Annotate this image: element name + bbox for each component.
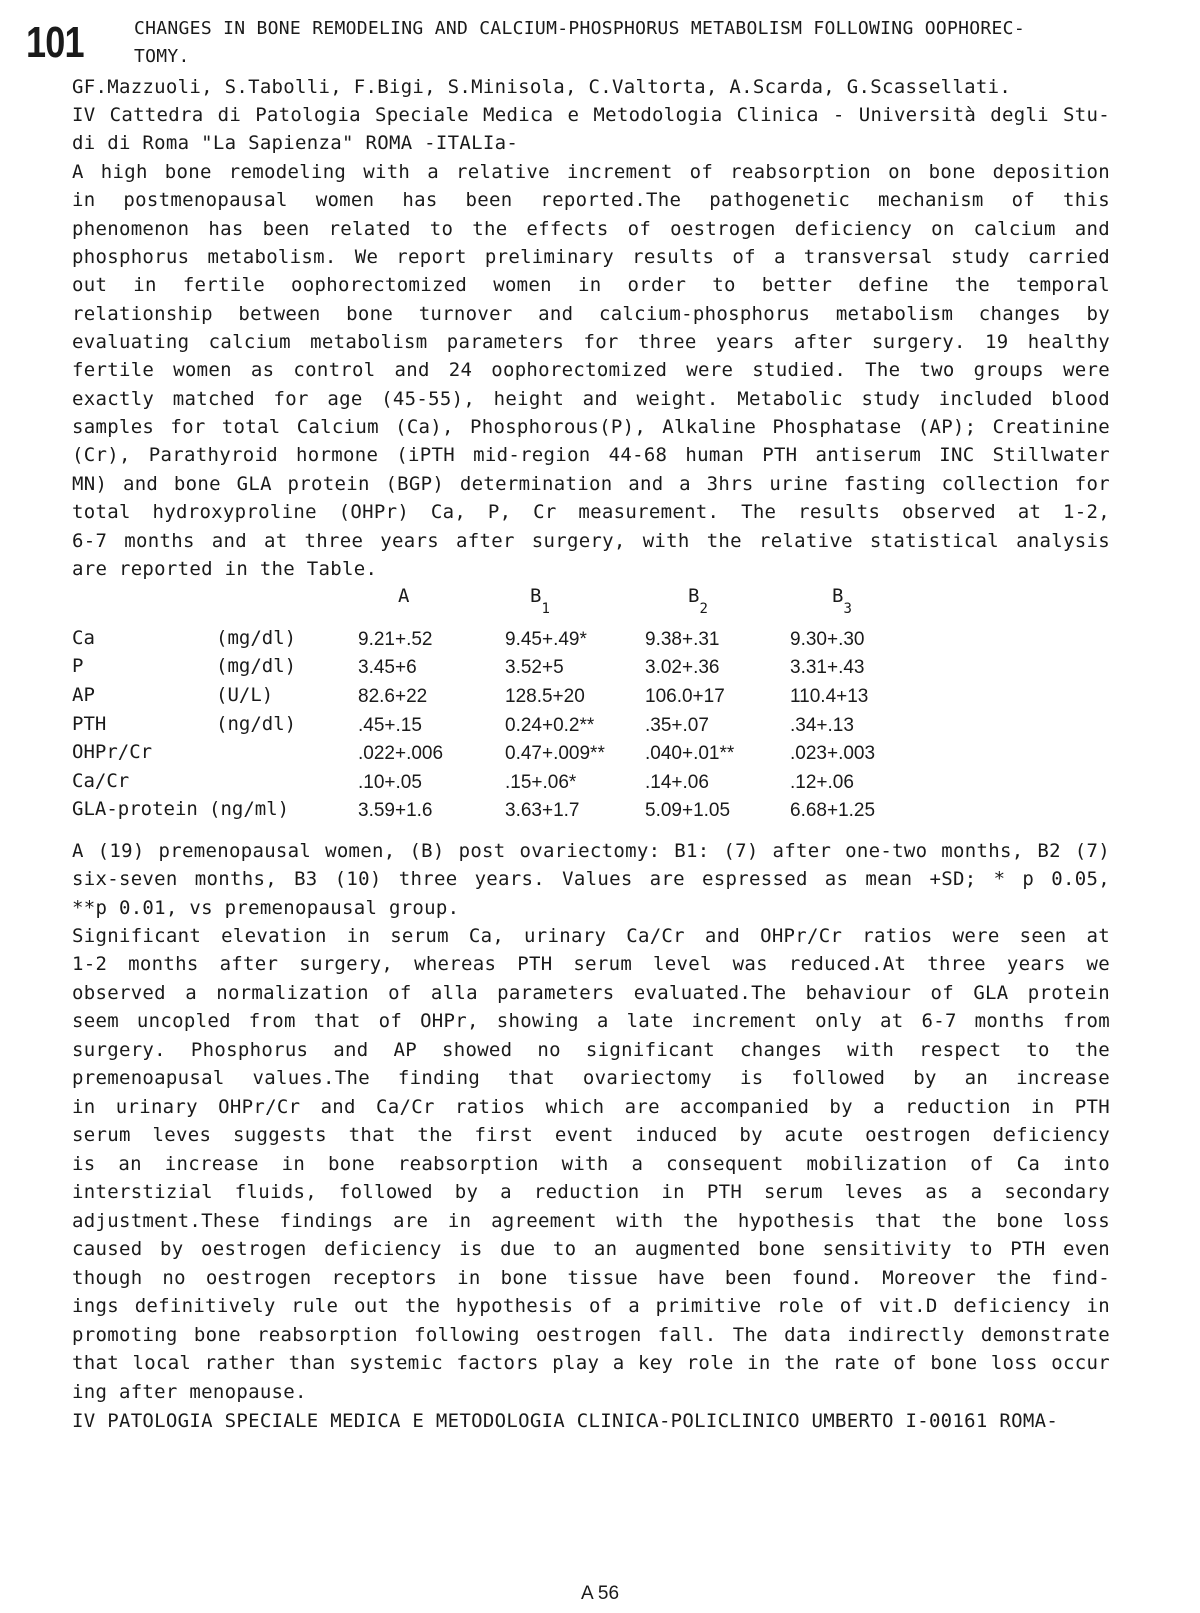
- body-line: (Cr), Parathyroid hormone (iPTH mid-region 44-68 human PTH antiserum INC Stillwater: [72, 444, 1110, 466]
- table-cell: 9.45+.49*: [505, 629, 587, 650]
- body-line: fertile women as control and 24 oophorectomized were studied. The two groups were: [72, 359, 1110, 381]
- table-cell: 110.4+13: [790, 686, 869, 707]
- table-cell: 0.24+0.2**: [505, 715, 595, 736]
- table-column-header: $B_3$: [832, 585, 852, 617]
- body-line: A high bone remodeling with a relative increment of reabsorption on bone deposition: [72, 161, 1110, 183]
- title-line-1: CHANGES IN BONE REMODELING AND CALCIUM-PHOSPHORUS METABOLISM FOLLOWING OOPHOREC-: [134, 18, 1025, 39]
- body-line: in urinary OHPr/Cr and Ca/Cr ratios which are accompanied by a reduction in PTH: [72, 1096, 1110, 1118]
- body-line: samples for total Calcium (Ca), Phosphorous(P), Alkaline Phosphatase (AP); Creatinine: [72, 416, 1110, 438]
- table-cell: 82.6+22: [358, 686, 428, 707]
- row-label: GLA-protein: [72, 798, 198, 820]
- legend-line: **p 0.01, vs premenopausal group.: [72, 897, 460, 919]
- body-line: premenoapusal values.The finding that ovariectomy is followed by an increase: [72, 1067, 1110, 1089]
- abstract-number: 101: [26, 18, 84, 67]
- row-label: OHPr/Cr: [72, 741, 153, 763]
- body-line: serum leves suggests that the first event induced by acute oestrogen deficiency: [72, 1124, 1110, 1146]
- authors: GF.Mazzuoli, S.Tabolli, F.Bigi, S.Minisola, C.Valtorta, A.Scarda, G.Scassellati.: [72, 76, 1012, 98]
- body-line: surgery. Phosphorus and AP showed no significant changes with respect to the: [72, 1039, 1110, 1061]
- legend-line: A (19) premenopausal women, (B) post ovariectomy: B1: (7) after one-two months, B2 (7): [72, 840, 1110, 862]
- row-unit: (mg/dl): [216, 627, 297, 649]
- body-line: total hydroxyproline (OHPr) Ca, P, Cr measurement. The results observed at 1-2,: [72, 501, 1110, 523]
- body-line: in postmenopausal women has been reported.The pathogenetic mechanism of this: [72, 189, 1110, 211]
- body-line: relationship between bone turnover and calcium-phosphorus metabolism changes by: [72, 303, 1110, 325]
- table-cell: 128.5+20: [505, 686, 585, 707]
- table-cell: .023+.003: [790, 743, 876, 764]
- table-column-header: $B_1$: [530, 585, 550, 617]
- body-line: 1-2 months after surgery, whereas PTH serum level was reduced.At three years we: [72, 953, 1110, 975]
- row-label: AP: [72, 684, 95, 706]
- row-label: Ca/Cr: [72, 770, 130, 792]
- title-line-2: TOMY.: [134, 46, 190, 67]
- table-cell: .10+.05: [358, 772, 422, 793]
- body-line: ings definitively rule out the hypothesis of a primitive role of vit.D deficiency in: [72, 1295, 1110, 1317]
- table-cell: 3.45+6: [358, 657, 417, 678]
- table-cell: .35+.07: [645, 715, 709, 736]
- table-cell: 0.47+.009**: [505, 743, 605, 764]
- legend-line: six-seven months, B3 (10) three years. Values are espressed as mean +SD; * p 0.05,: [72, 868, 1110, 890]
- table-cell: .040+.01**: [645, 743, 735, 764]
- body-line: observed a normalization of alla parameters evaluated.The behaviour of GLA protein: [72, 982, 1110, 1004]
- row-label: P: [72, 655, 84, 677]
- body-line: seem uncopled from that of OHPr, showing a late increment only at 6-7 months from: [72, 1010, 1110, 1032]
- table-cell: .15+.06*: [505, 772, 577, 793]
- table-cell: 106.0+17: [645, 686, 725, 707]
- body-line: are reported in the Table.: [72, 558, 378, 580]
- table-cell: 9.21+.52: [358, 629, 433, 650]
- table-cell: .34+.13: [790, 715, 854, 736]
- footer-address: IV PATOLOGIA SPECIALE MEDICA E METODOLOGIA CLINICA-POLICLINICO UMBERTO I-00161 ROMA-: [72, 1410, 1059, 1432]
- row-label: Ca: [72, 627, 95, 649]
- body-line: MN) and bone GLA protein (BGP) determination and a 3hrs urine fasting collection for: [72, 473, 1110, 495]
- table-cell: 3.02+.36: [645, 657, 720, 678]
- body-line: that local rather than systemic factors play a key role in the rate of bone loss occur: [72, 1352, 1110, 1374]
- body-line: promoting bone reabsorption following oestrogen fall. The data indirectly demonstrate: [72, 1324, 1110, 1346]
- body-line: interstizial fluids, followed by a reduction in PTH serum leves as a secondary: [72, 1181, 1110, 1203]
- table-cell: 5.09+1.05: [645, 800, 731, 821]
- table-cell: .45+.15: [358, 715, 422, 736]
- body-line: phosphorus metabolism. We report preliminary results of a transversal study carried: [72, 246, 1110, 268]
- body-line: 6-7 months and at three years after surgery, with the relative statistical analysis: [72, 530, 1110, 552]
- table-cell: 3.63+1.7: [505, 800, 580, 821]
- body-line: adjustment.These findings are in agreement with the hypothesis that the bone loss: [72, 1210, 1110, 1232]
- table-cell: 3.31+.43: [790, 657, 865, 678]
- row-unit: (U/L): [216, 684, 274, 706]
- affiliation-line-1: IV Cattedra di Patologia Speciale Medica e Metodologia Clinica - Università degli Stu-: [72, 104, 1110, 126]
- table-cell: .12+.06: [790, 772, 854, 793]
- body-line: is an increase in bone reabsorption with a consequent mobilization of Ca into: [72, 1153, 1110, 1175]
- body-line: evaluating calcium metabolism parameters for three years after surgery. 19 healthy: [72, 331, 1110, 353]
- body-line: phenomenon has been related to the effects of oestrogen deficiency on calcium and: [72, 218, 1110, 240]
- page-number: A 56: [580, 1583, 620, 1604]
- table-cell: 3.59+1.6: [358, 800, 433, 821]
- body-line: exactly matched for age (45-55), height and weight. Metabolic study included blood: [72, 388, 1110, 410]
- table-cell: .14+.06: [645, 772, 709, 793]
- table-cell: .022+.006: [358, 743, 444, 764]
- table-cell: 6.68+1.25: [790, 800, 876, 821]
- body-line: out in fertile oophorectomized women in order to better define the temporal: [72, 274, 1110, 296]
- body-line: caused by oestrogen deficiency is due to an augmented bone sensitivity to PTH even: [72, 1238, 1110, 1260]
- body-line: ing after menopause.: [72, 1381, 307, 1403]
- body-line: though no oestrogen receptors in bone tissue have been found. Moreover the find-: [72, 1267, 1110, 1289]
- table-cell: 9.38+.31: [645, 629, 720, 650]
- affiliation-line-2: di di Roma "La Sapienza" ROMA -ITALIa-: [72, 132, 519, 154]
- table-cell: 9.30+.30: [790, 629, 865, 650]
- table-column-header: $B_2$: [688, 585, 708, 617]
- table-cell: 3.52+5: [505, 657, 564, 678]
- row-unit: (ng/ml): [209, 798, 290, 820]
- body-line: Significant elevation in serum Ca, urinary Ca/Cr and OHPr/Cr ratios were seen at: [72, 925, 1110, 947]
- row-label: PTH: [72, 713, 107, 735]
- row-unit: (mg/dl): [216, 655, 297, 677]
- table-column-header: A: [398, 585, 410, 607]
- row-unit: (ng/dl): [216, 713, 297, 735]
